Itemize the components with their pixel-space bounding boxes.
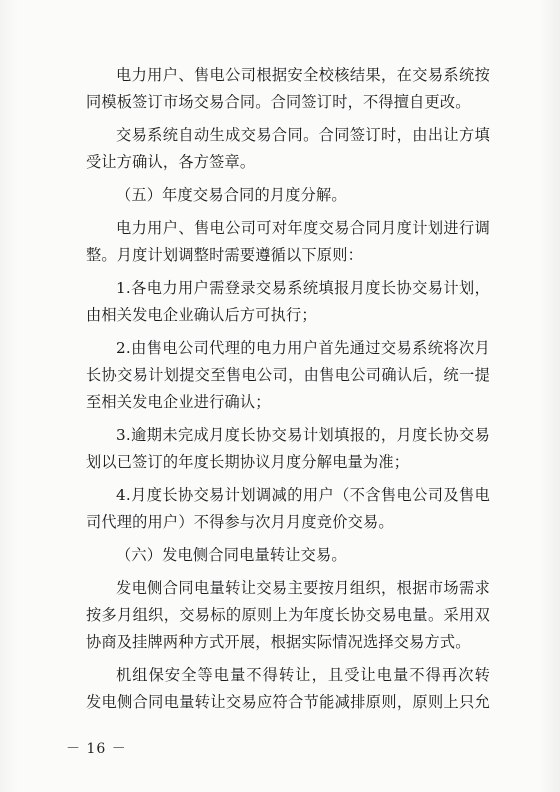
list-item-line: 4.月度长协交易计划调减的用户（不含售电公司及售电 bbox=[116, 486, 490, 504]
paragraph-line: 交易系统自动生成交易合同。合同签订时，由出让方填 bbox=[116, 126, 490, 144]
paragraph-line: 同模板签订市场交易合同。合同签订时，不得擅自更改。 bbox=[86, 93, 471, 111]
list-item-line: 划以已签订的年度长期协议月度分解电量为准； bbox=[86, 453, 410, 471]
list-item-line: 3.逾期未完成月度长协交易计划填报的，月度长协交易 bbox=[116, 426, 490, 444]
paragraph-line: 电力用户、售电公司根据安全校核结果，在交易系统按 bbox=[116, 66, 490, 84]
paragraph-line: 电力用户、售电公司可对年度交易合同月度计划进行调 bbox=[116, 219, 490, 237]
page-number: － 16 － bbox=[66, 741, 127, 757]
list-item-line: 1.各电力用户需登录交易系统填报月度长协交易计划， bbox=[116, 279, 490, 297]
paragraph-line: 发电侧合同电量转让交易应符合节能减排原则，原则上只允 bbox=[86, 693, 490, 711]
section-heading: （六）发电侧合同电量转让交易。 bbox=[116, 546, 347, 564]
list-item-line: 司代理的用户）不得参与次月月度竞价交易。 bbox=[86, 513, 394, 531]
paragraph-line: 发电侧合同电量转让交易主要按月组织，根据市场需求 bbox=[116, 579, 490, 597]
list-item-line: 由相关发电企业确认后方可执行； bbox=[86, 306, 317, 324]
section-heading: （五）年度交易合同的月度分解。 bbox=[116, 186, 347, 204]
paragraph-line: 协商及挂牌两种方式开展，根据实际情况选择交易方式。 bbox=[86, 633, 471, 651]
list-item-line: 至相关发电企业进行确认； bbox=[86, 393, 271, 411]
paragraph-line: 整。月度计划调整时需要遵循以下原则： bbox=[86, 246, 363, 264]
list-item-line: 长协交易计划提交至售电公司，由售电公司确认后，统一提 bbox=[86, 366, 490, 384]
document-body bbox=[86, 62, 490, 716]
paragraph-line: 受让方确认，各方签章。 bbox=[86, 153, 256, 171]
paragraph-line: 按多月组织，交易标的原则上为年度长协交易电量。采用双 bbox=[86, 606, 490, 624]
list-item-line: 2.由售电公司代理的电力用户首先通过交易系统将次月 bbox=[116, 339, 490, 357]
paragraph-line: 机组保安全等电量不得转让，且受让电量不得再次转 bbox=[116, 666, 490, 684]
